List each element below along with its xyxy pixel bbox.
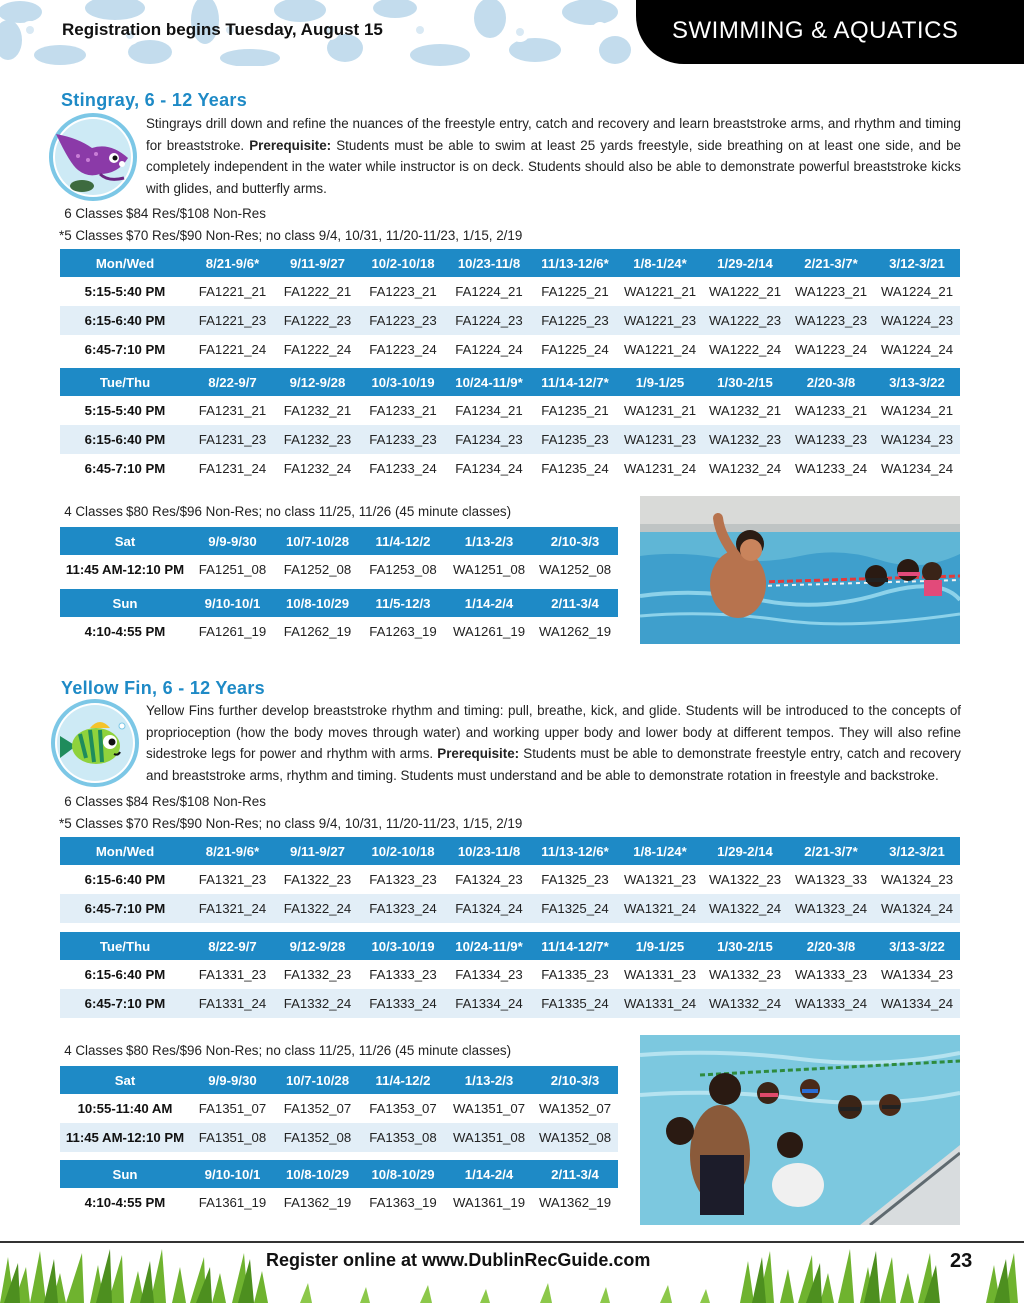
activity-code: FA1351_08	[190, 1123, 275, 1152]
activity-code: WA1323_33	[788, 865, 874, 894]
activity-code: WA1234_23	[874, 425, 960, 454]
class-cost: $70 Res/$90 Non-Res; no class 9/4, 10/31, 11/20-11/23, 1/15, 2/19	[126, 816, 523, 831]
activity-code: WA1352_07	[532, 1094, 618, 1123]
class-count: 6 Classes	[64, 794, 123, 809]
class-cost: $80 Res/$96 Non-Res; no class 11/25, 11/26 (45 minute classes)	[126, 504, 512, 519]
activity-code: FA1233_21	[360, 396, 446, 425]
activity-code: FA1221_24	[190, 335, 275, 364]
activity-code: FA1325_24	[532, 894, 618, 923]
activity-code: FA1263_19	[360, 617, 446, 646]
activity-code: WA1351_08	[446, 1123, 532, 1152]
activity-code: FA1324_23	[446, 865, 532, 894]
schedule-days-header: Sat	[60, 1066, 190, 1094]
activity-code: FA1225_23	[532, 306, 618, 335]
activity-code: FA1335_24	[532, 989, 618, 1018]
course-description	[146, 113, 961, 199]
class-time: 4:10-4:55 PM	[60, 617, 190, 646]
class-time: 11:45 AM-12:10 PM	[60, 1123, 190, 1152]
activity-code: WA1333_24	[788, 989, 874, 1018]
session-dates-header: 1/29-2/14	[702, 249, 788, 277]
session-dates-header: 10/8-10/29	[275, 1160, 360, 1188]
session-dates-header: 9/10-10/1	[190, 589, 275, 617]
activity-code: FA1224_23	[446, 306, 532, 335]
session-dates-header: 2/10-3/3	[532, 527, 618, 555]
class-cost: $80 Res/$96 Non-Res; no class 11/25, 11/26 (45 minute classes)	[126, 1043, 512, 1058]
activity-code: FA1261_19	[190, 617, 275, 646]
class-time: 6:45-7:10 PM	[60, 894, 190, 923]
class-time: 6:45-7:10 PM	[60, 989, 190, 1018]
session-dates-header: 10/3-10/19	[360, 368, 446, 396]
activity-code: FA1352_07	[275, 1094, 360, 1123]
class-time: 5:15-5:40 PM	[60, 396, 190, 425]
table-row	[60, 1188, 618, 1217]
activity-code: FA1222_24	[275, 335, 360, 364]
session-dates-header: 9/11-9/27	[275, 837, 360, 865]
activity-code: FA1332_24	[275, 989, 360, 1018]
class-time: 10:55-11:40 AM	[60, 1094, 190, 1123]
session-dates-header: 9/12-9/28	[275, 368, 360, 396]
session-dates-header: 10/7-10/28	[275, 527, 360, 555]
activity-code: FA1351_07	[190, 1094, 275, 1123]
activity-code: FA1235_21	[532, 396, 618, 425]
activity-code: WA1333_23	[788, 960, 874, 989]
activity-code: FA1323_23	[360, 865, 446, 894]
activity-code: FA1324_24	[446, 894, 532, 923]
session-dates-header: 10/8-10/29	[360, 1160, 446, 1188]
session-dates-header: 1/9-1/25	[618, 932, 702, 960]
schedule-table	[60, 249, 960, 364]
activity-code: WA1362_19	[532, 1188, 618, 1217]
activity-code: WA1222_21	[702, 277, 788, 306]
activity-code: WA1232_21	[702, 396, 788, 425]
session-dates-header: 11/14-12/7*	[532, 932, 618, 960]
section-title: SWIMMING & AQUATICS	[672, 17, 959, 44]
activity-code: FA1221_23	[190, 306, 275, 335]
activity-code: WA1352_08	[532, 1123, 618, 1152]
session-dates-header: 9/10-10/1	[190, 1160, 275, 1188]
session-dates-header: 11/14-12/7*	[532, 368, 618, 396]
activity-code: WA1222_24	[702, 335, 788, 364]
activity-code: WA1221_23	[618, 306, 702, 335]
activity-code: WA1234_24	[874, 454, 960, 483]
activity-code: FA1231_24	[190, 454, 275, 483]
session-dates-header: 2/21-3/7*	[788, 249, 874, 277]
session-dates-header: 3/13-3/22	[874, 368, 960, 396]
schedule-table	[60, 932, 960, 1018]
activity-code: WA1332_23	[702, 960, 788, 989]
activity-code: FA1321_23	[190, 865, 275, 894]
table-row	[60, 1123, 618, 1152]
activity-code: WA1233_24	[788, 454, 874, 483]
activity-code: WA1322_24	[702, 894, 788, 923]
table-header-row	[60, 1066, 618, 1094]
session-dates-header: 11/13-12/6*	[532, 249, 618, 277]
class-time: 5:15-5:40 PM	[60, 277, 190, 306]
class-count: 4 Classes	[64, 504, 123, 519]
table-row	[60, 306, 960, 335]
schedule-table	[60, 1160, 618, 1217]
activity-code: WA1251_08	[446, 555, 532, 584]
class-cost: $70 Res/$90 Non-Res; no class 9/4, 10/31, 11/20-11/23, 1/15, 2/19	[126, 228, 523, 243]
activity-code: FA1323_24	[360, 894, 446, 923]
activity-code: WA1324_24	[874, 894, 960, 923]
activity-code: WA1324_23	[874, 865, 960, 894]
activity-code: WA1323_24	[788, 894, 874, 923]
activity-code: FA1333_23	[360, 960, 446, 989]
activity-code: WA1334_23	[874, 960, 960, 989]
description-text: Yellow Fins further develop breaststroke rhythm and timing: pull, breathe, kick, and glide. Students will be introduced to the concepts of proprioception (how the body moves through water) and working upper body and lower body at different tempos. They will also refine sidestroke legs for power and rhythm with arms.	[146, 703, 961, 761]
class-time: 6:15-6:40 PM	[60, 865, 190, 894]
session-dates-header: 1/8-1/24*	[618, 249, 702, 277]
activity-code: FA1231_23	[190, 425, 275, 454]
weekend-pricing	[55, 501, 511, 523]
session-dates-header: 1/30-2/15	[702, 932, 788, 960]
activity-code: FA1325_23	[532, 865, 618, 894]
session-dates-header: 3/13-3/22	[874, 932, 960, 960]
session-dates-header: 1/8-1/24*	[618, 837, 702, 865]
activity-code: WA1224_21	[874, 277, 960, 306]
session-dates-header: 8/22-9/7	[190, 368, 275, 396]
class-time: 6:15-6:40 PM	[60, 960, 190, 989]
session-dates-header: 2/10-3/3	[532, 1066, 618, 1094]
schedule-days-header: Mon/Wed	[60, 837, 190, 865]
class-time: 6:15-6:40 PM	[60, 425, 190, 454]
activity-code: FA1235_24	[532, 454, 618, 483]
class-cost: $84 Res/$108 Non-Res	[126, 206, 266, 221]
table-row	[60, 277, 960, 306]
prerequisite-text: Students must be able to swim at least 25 yards freestyle, side breathing on at least one side, and be completely independent in the water while instructor is on deck. Students should also be able to demonstrate powerful breaststroke kicks with glides, and butterfly arms.	[146, 137, 961, 196]
activity-code: WA1321_24	[618, 894, 702, 923]
class-time: 4:10-4:55 PM	[60, 1188, 190, 1217]
activity-code: FA1225_24	[532, 335, 618, 364]
table-header-row	[60, 249, 960, 277]
activity-code: WA1331_24	[618, 989, 702, 1018]
session-dates-header: 10/8-10/29	[275, 589, 360, 617]
table-header-row	[60, 932, 960, 960]
session-dates-header: 8/22-9/7	[190, 932, 275, 960]
session-dates-header: 8/21-9/6*	[190, 249, 275, 277]
table-row	[60, 617, 618, 646]
page-number: 23	[950, 1250, 973, 1272]
schedule-days-header: Tue/Thu	[60, 368, 190, 396]
pricing-info	[55, 203, 522, 247]
activity-code: WA1331_23	[618, 960, 702, 989]
description-text: Stingrays drill down and refine the nuances of the freestyle entry, catch and recovery and learn breaststroke arms, and rhythm and timing for breaststroke.	[146, 116, 961, 153]
table-row	[60, 894, 960, 923]
session-dates-header: 3/12-3/21	[874, 249, 960, 277]
class-cost: $84 Res/$108 Non-Res	[126, 794, 266, 809]
session-dates-header: 11/4-12/2	[360, 527, 446, 555]
schedule-days-header: Sun	[60, 1160, 190, 1188]
activity-code: WA1262_19	[532, 617, 618, 646]
activity-code: FA1321_24	[190, 894, 275, 923]
session-dates-header: 3/12-3/21	[874, 837, 960, 865]
class-count: 6 Classes	[64, 206, 123, 221]
activity-code: FA1331_24	[190, 989, 275, 1018]
activity-code: WA1224_23	[874, 306, 960, 335]
activity-code: FA1335_23	[532, 960, 618, 989]
activity-code: WA1233_23	[788, 425, 874, 454]
swim-instructor-photo	[640, 496, 960, 644]
activity-code: FA1225_21	[532, 277, 618, 306]
session-dates-header: 9/11-9/27	[275, 249, 360, 277]
activity-code: FA1253_08	[360, 555, 446, 584]
activity-code: WA1261_19	[446, 617, 532, 646]
activity-code: FA1234_24	[446, 454, 532, 483]
class-time: 6:45-7:10 PM	[60, 454, 190, 483]
activity-code: WA1233_21	[788, 396, 874, 425]
course-description	[146, 700, 961, 786]
activity-code: FA1331_23	[190, 960, 275, 989]
class-count: *5 Classes	[58, 228, 123, 243]
table-row	[60, 335, 960, 364]
activity-code: FA1333_24	[360, 989, 446, 1018]
activity-code: FA1223_24	[360, 335, 446, 364]
activity-code: WA1361_19	[446, 1188, 532, 1217]
activity-code: WA1232_24	[702, 454, 788, 483]
table-row	[60, 960, 960, 989]
activity-code: FA1252_08	[275, 555, 360, 584]
stingray-icon	[48, 112, 138, 202]
session-dates-header: 2/11-3/4	[532, 1160, 618, 1188]
session-dates-header: 1/9-1/25	[618, 368, 702, 396]
session-dates-header: 9/9-9/30	[190, 527, 275, 555]
activity-code: FA1251_08	[190, 555, 275, 584]
class-time: 6:45-7:10 PM	[60, 335, 190, 364]
activity-code: WA1223_24	[788, 335, 874, 364]
activity-code: WA1322_23	[702, 865, 788, 894]
session-dates-header: 10/3-10/19	[360, 932, 446, 960]
session-dates-header: 1/13-2/3	[446, 527, 532, 555]
activity-code: WA1334_24	[874, 989, 960, 1018]
activity-code: FA1232_23	[275, 425, 360, 454]
activity-code: FA1235_23	[532, 425, 618, 454]
session-dates-header: 11/13-12/6*	[532, 837, 618, 865]
course-title: Yellow Fin, 6 - 12 Years	[61, 678, 265, 698]
session-dates-header: 10/24-11/9*	[446, 368, 532, 396]
activity-code: WA1351_07	[446, 1094, 532, 1123]
schedule-days-header: Sun	[60, 589, 190, 617]
activity-code: WA1252_08	[532, 555, 618, 584]
table-row	[60, 425, 960, 454]
activity-code: FA1233_24	[360, 454, 446, 483]
session-dates-header: 11/4-12/2	[360, 1066, 446, 1094]
register-url[interactable]: Register online at www.DublinRecGuide.com	[266, 1250, 651, 1270]
activity-code: WA1332_24	[702, 989, 788, 1018]
activity-code: FA1234_23	[446, 425, 532, 454]
activity-code: FA1353_07	[360, 1094, 446, 1123]
activity-code: FA1223_21	[360, 277, 446, 306]
session-dates-header: 10/23-11/8	[446, 249, 532, 277]
activity-code: FA1222_21	[275, 277, 360, 306]
registration-date: Registration begins Tuesday, August 15	[62, 20, 383, 39]
activity-code: FA1232_21	[275, 396, 360, 425]
session-dates-header: 1/14-2/4	[446, 589, 532, 617]
activity-code: FA1332_23	[275, 960, 360, 989]
class-count: 4 Classes	[64, 1043, 123, 1058]
activity-code: FA1334_24	[446, 989, 532, 1018]
session-dates-header: 9/9-9/30	[190, 1066, 275, 1094]
schedule-table	[60, 837, 960, 923]
class-time: 11:45 AM-12:10 PM	[60, 555, 190, 584]
pricing-info	[55, 791, 522, 835]
activity-code: FA1233_23	[360, 425, 446, 454]
activity-code: FA1352_08	[275, 1123, 360, 1152]
activity-code: WA1321_23	[618, 865, 702, 894]
activity-code: WA1231_21	[618, 396, 702, 425]
table-row	[60, 1094, 618, 1123]
table-row	[60, 454, 960, 483]
weekend-pricing	[55, 1040, 511, 1062]
activity-code: WA1231_23	[618, 425, 702, 454]
activity-code: WA1232_23	[702, 425, 788, 454]
table-header-row	[60, 1160, 618, 1188]
schedule-days-header: Mon/Wed	[60, 249, 190, 277]
course-title: Stingray, 6 - 12 Years	[61, 90, 248, 110]
activity-code: FA1222_23	[275, 306, 360, 335]
prerequisite-label: Prerequisite:	[437, 746, 520, 761]
table-header-row	[60, 589, 618, 617]
activity-code: WA1224_24	[874, 335, 960, 364]
activity-code: FA1234_21	[446, 396, 532, 425]
session-dates-header: 10/7-10/28	[275, 1066, 360, 1094]
session-dates-header: 10/2-10/18	[360, 249, 446, 277]
activity-code: FA1262_19	[275, 617, 360, 646]
session-dates-header: 1/13-2/3	[446, 1066, 532, 1094]
activity-code: FA1322_24	[275, 894, 360, 923]
schedule-table	[60, 368, 960, 483]
activity-code: FA1232_24	[275, 454, 360, 483]
schedule-table	[60, 1066, 618, 1152]
schedule-table	[60, 527, 618, 584]
activity-code: WA1221_21	[618, 277, 702, 306]
session-dates-header: 10/2-10/18	[360, 837, 446, 865]
prerequisite-text: Students must be able to demonstrate freestyle entry, catch and recovery and breaststroke arms, rhythm and timing. Students must understand and be able to demonstrate rotation in freestyle and backstroke.	[146, 746, 962, 783]
swim-class-photo	[640, 1035, 960, 1225]
activity-code: FA1334_23	[446, 960, 532, 989]
table-header-row	[60, 368, 960, 396]
table-row	[60, 865, 960, 894]
activity-code: WA1223_21	[788, 277, 874, 306]
table-row	[60, 555, 618, 584]
table-header-row	[60, 837, 960, 865]
activity-code: FA1322_23	[275, 865, 360, 894]
activity-code: FA1362_19	[275, 1188, 360, 1217]
fish-icon	[50, 698, 140, 788]
session-dates-header: 2/20-3/8	[788, 368, 874, 396]
table-header-row	[60, 527, 618, 555]
session-dates-header: 2/21-3/7*	[788, 837, 874, 865]
activity-code: WA1221_24	[618, 335, 702, 364]
activity-code: FA1221_21	[190, 277, 275, 306]
prerequisite-label: Prerequisite:	[249, 137, 332, 153]
session-dates-header: 10/23-11/8	[446, 837, 532, 865]
session-dates-header: 10/24-11/9*	[446, 932, 532, 960]
schedule-table	[60, 589, 618, 646]
class-count: *5 Classes	[58, 816, 123, 831]
session-dates-header: 2/11-3/4	[532, 589, 618, 617]
schedule-days-header: Tue/Thu	[60, 932, 190, 960]
activity-code: FA1231_21	[190, 396, 275, 425]
activity-code: FA1353_08	[360, 1123, 446, 1152]
session-dates-header: 2/20-3/8	[788, 932, 874, 960]
activity-code: FA1224_24	[446, 335, 532, 364]
class-time: 6:15-6:40 PM	[60, 306, 190, 335]
session-dates-header: 1/14-2/4	[446, 1160, 532, 1188]
activity-code: WA1234_21	[874, 396, 960, 425]
page-header	[0, 0, 1024, 66]
activity-code: WA1222_23	[702, 306, 788, 335]
activity-code: WA1223_23	[788, 306, 874, 335]
schedule-days-header: Sat	[60, 527, 190, 555]
activity-code: FA1361_19	[190, 1188, 275, 1217]
session-dates-header: 1/30-2/15	[702, 368, 788, 396]
table-row	[60, 989, 960, 1018]
table-row	[60, 396, 960, 425]
activity-code: WA1231_24	[618, 454, 702, 483]
session-dates-header: 8/21-9/6*	[190, 837, 275, 865]
activity-code: FA1363_19	[360, 1188, 446, 1217]
session-dates-header: 9/12-9/28	[275, 932, 360, 960]
session-dates-header: 11/5-12/3	[360, 589, 446, 617]
activity-code: FA1224_21	[446, 277, 532, 306]
session-dates-header: 1/29-2/14	[702, 837, 788, 865]
activity-code: FA1223_23	[360, 306, 446, 335]
